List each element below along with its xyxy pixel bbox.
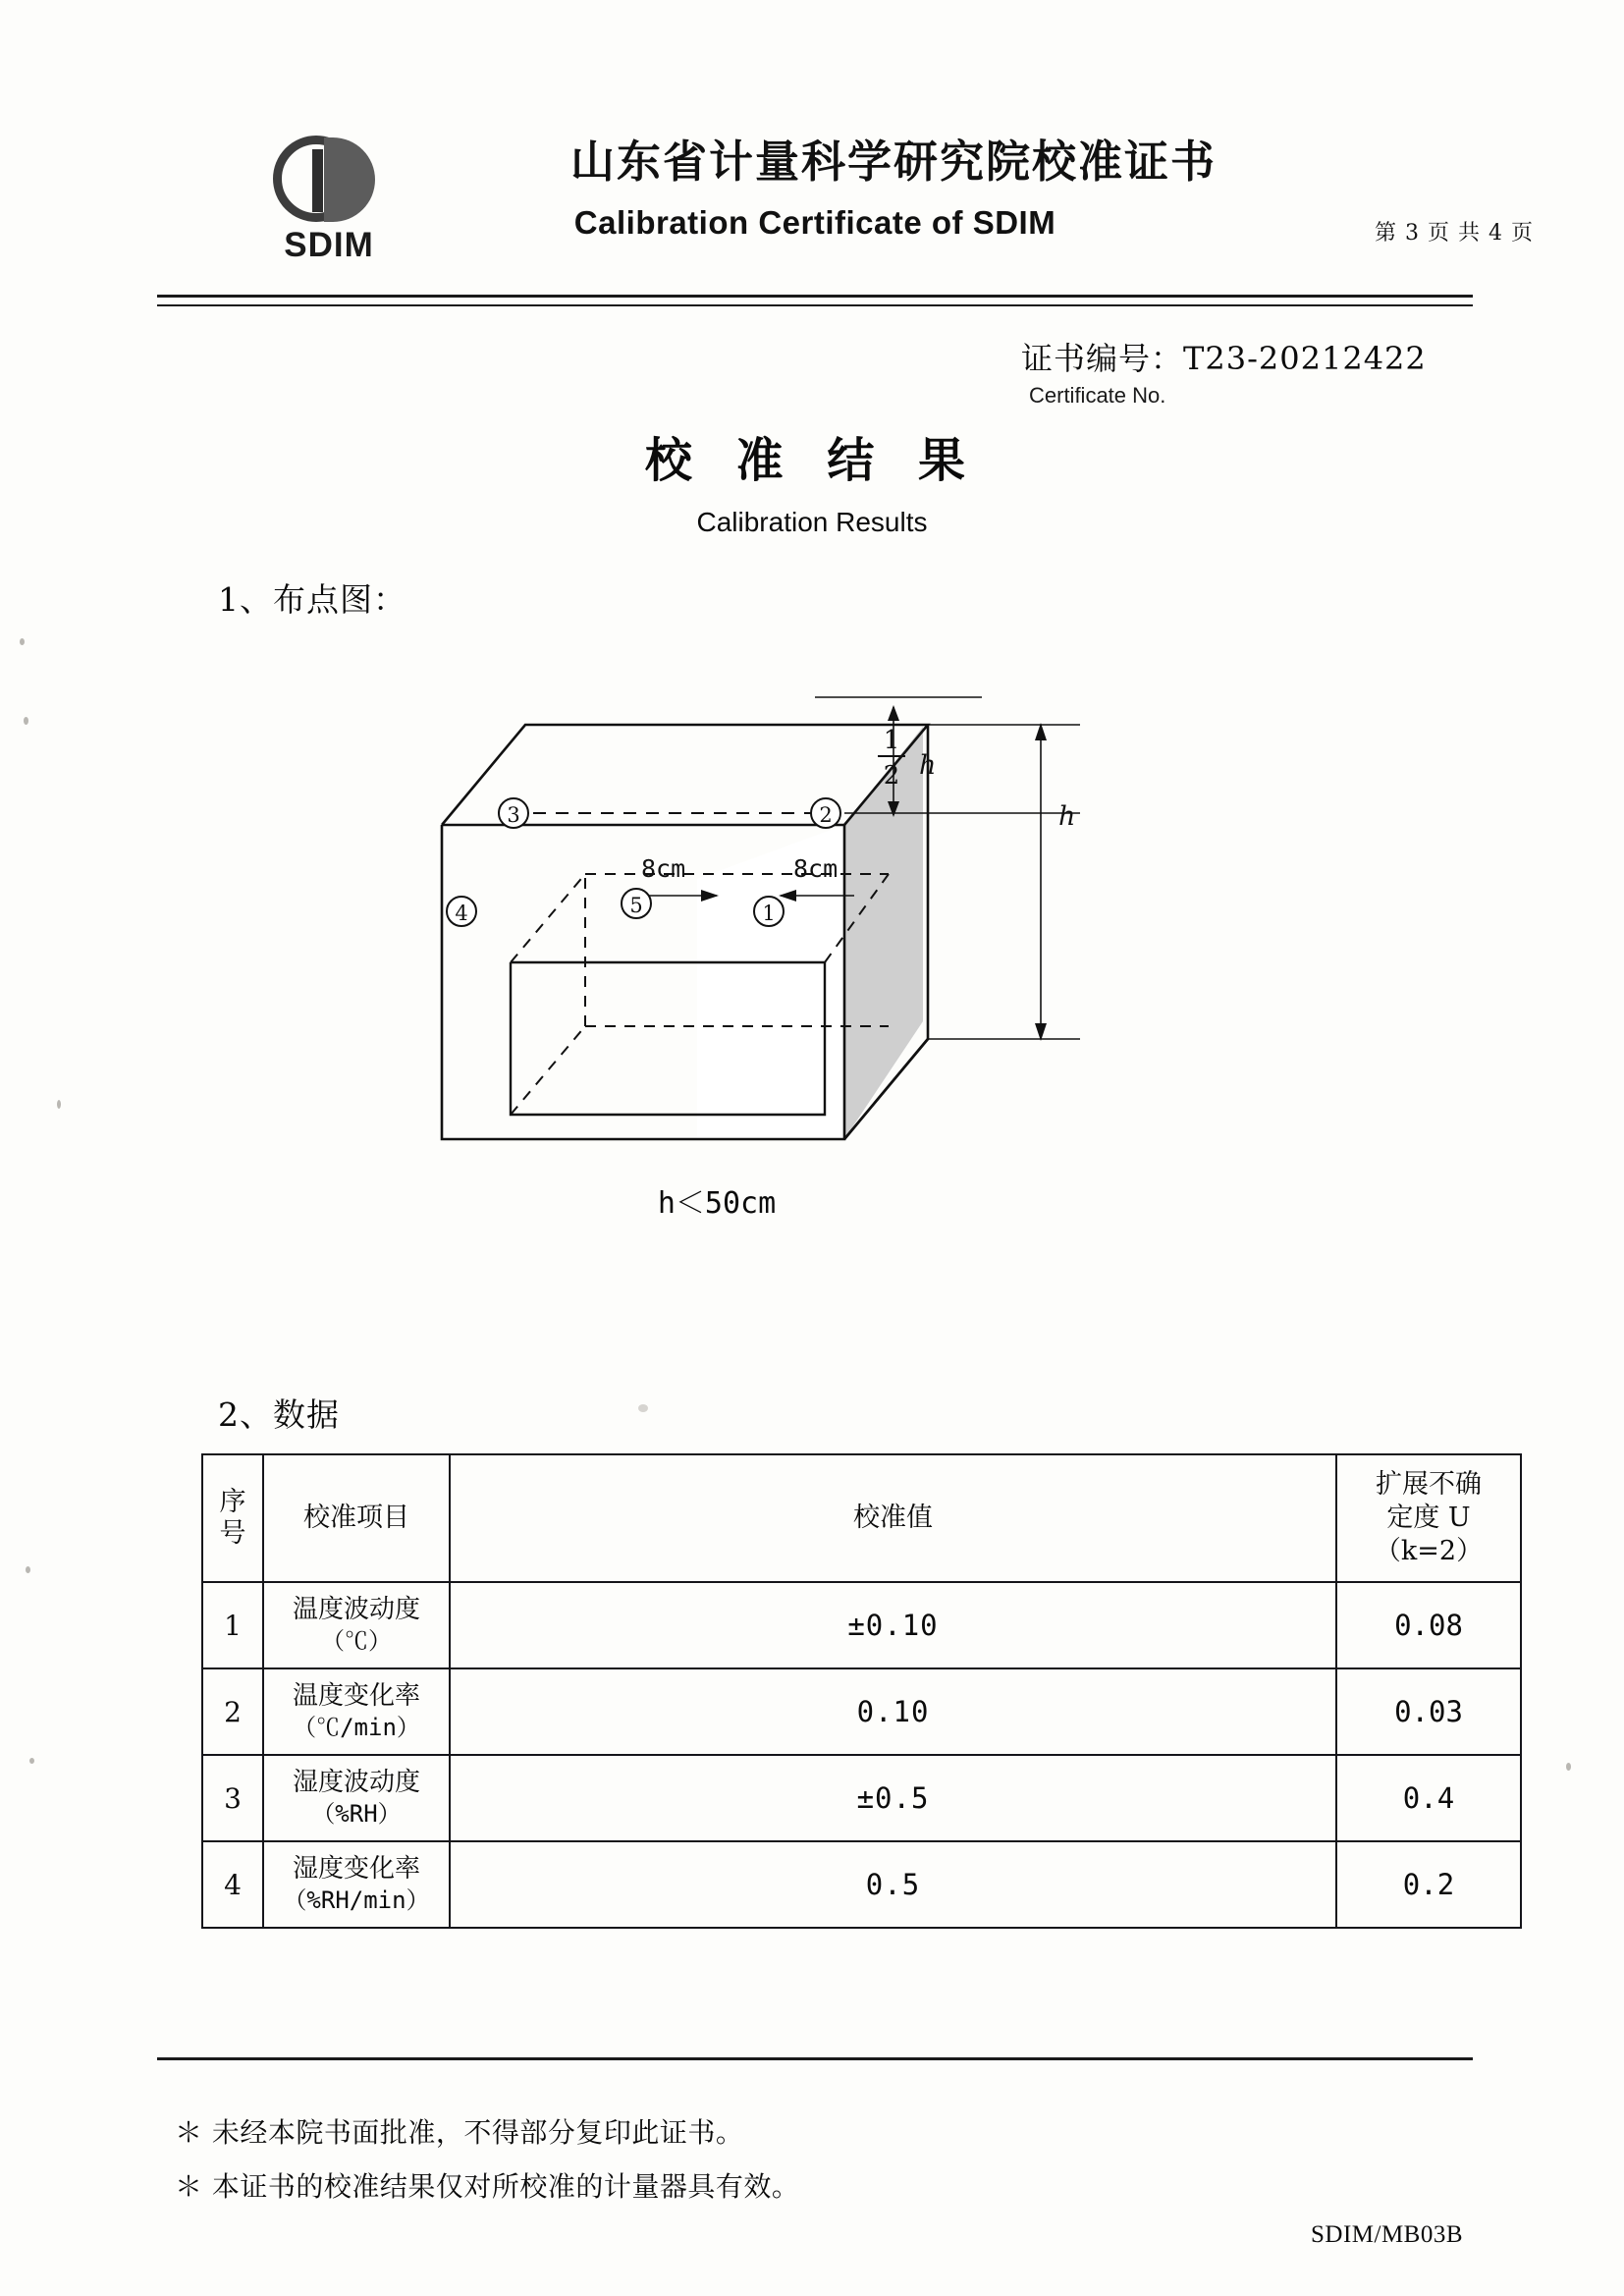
svg-text:h: h <box>919 750 937 781</box>
svg-text:8cm: 8cm <box>793 854 839 883</box>
header-uncertainty-line3: （k=2） <box>1374 1535 1484 1566</box>
row-index: 4 <box>202 1841 263 1928</box>
row-item-unit: （℃） <box>321 1627 392 1656</box>
row-item-name: 温度变化率 <box>292 1681 420 1711</box>
calibration-results-table <box>201 1453 1522 1929</box>
footer-note-2: ＊ 本证书的校准结果仅对所校准的计量器具有效。 <box>175 2170 800 2203</box>
row-index: 2 <box>202 1668 263 1755</box>
document-code: SDIM/MB03B <box>1311 2221 1464 2248</box>
section-1-heading: 1、布点图： <box>218 580 406 619</box>
certificate-number-label-en: Certificate No. <box>1029 383 1166 408</box>
row-item <box>263 1841 450 1928</box>
table-row <box>202 1755 1521 1841</box>
row-uncertainty: 0.2 <box>1336 1841 1521 1928</box>
row-value: ±0.10 <box>450 1582 1336 1668</box>
scan-speck <box>20 638 25 645</box>
table-row <box>202 1668 1521 1755</box>
svg-text:2: 2 <box>883 761 900 791</box>
row-item-unit: （%RH） <box>311 1800 402 1829</box>
svg-text:2: 2 <box>819 803 833 827</box>
svg-text:8cm: 8cm <box>641 854 686 883</box>
table-row <box>202 1841 1521 1928</box>
svg-text:1: 1 <box>762 902 776 925</box>
document-header <box>157 118 1534 295</box>
svg-text:3: 3 <box>507 803 520 827</box>
certificate-title-cn: 山东省计量科学研究院校准证书 <box>569 136 1217 188</box>
results-title-en: Calibration Results <box>696 507 928 537</box>
page-number-label: 第 3 页 共 4 页 <box>1375 221 1534 246</box>
svg-text:h: h <box>1058 801 1076 832</box>
header-item: 校准项目 <box>263 1454 450 1582</box>
row-index: 1 <box>202 1582 263 1668</box>
row-item <box>263 1668 450 1755</box>
row-item <box>263 1582 450 1668</box>
header-uncertainty-line1: 扩展不确 <box>1376 1469 1482 1501</box>
header-uncertainty-line2: 定度 U <box>1386 1503 1471 1534</box>
certificate-number-value: T23-20212422 <box>1183 340 1427 377</box>
header-divider <box>157 295 1473 306</box>
row-index: 3 <box>202 1755 263 1841</box>
certificate-title-en: Calibration Certificate of SDIM <box>573 204 1056 241</box>
row-item-unit: （%RH/min） <box>283 1886 430 1915</box>
row-uncertainty: 0.4 <box>1336 1755 1521 1841</box>
svg-text:5: 5 <box>629 894 643 917</box>
row-value: 0.5 <box>450 1841 1336 1928</box>
row-item-name: 湿度变化率 <box>292 1854 420 1884</box>
table-header-row <box>202 1454 1521 1582</box>
sdim-logo-mark-icon <box>273 136 383 226</box>
svg-text:4: 4 <box>455 902 468 925</box>
footer-note-1: ＊ 未经本院书面批准，不得部分复印此证书。 <box>175 2116 744 2149</box>
header-index: 序 号 <box>202 1454 263 1582</box>
row-item-unit: （℃/min） <box>293 1714 420 1742</box>
svg-text:1: 1 <box>883 726 900 755</box>
table-row <box>202 1582 1521 1668</box>
row-item <box>263 1755 450 1841</box>
footer-divider <box>157 2057 1473 2060</box>
scan-speck <box>1566 1763 1571 1771</box>
row-uncertainty: 0.03 <box>1336 1668 1521 1755</box>
certificate-number-label: 证书编号： <box>1021 340 1184 377</box>
section-2-heading: 2、数据 <box>218 1395 340 1434</box>
scan-speck <box>638 1404 648 1412</box>
scan-speck <box>24 717 28 725</box>
header-uncertainty <box>1336 1454 1521 1582</box>
results-title-cn: 校 准 结 果 <box>644 433 980 488</box>
diagram-caption: h＜50cm <box>657 1186 777 1221</box>
chamber-diagram-svg <box>393 668 1276 1257</box>
row-item-name: 湿度波动度 <box>292 1768 420 1797</box>
scan-speck <box>26 1566 30 1573</box>
row-value: 0.10 <box>450 1668 1336 1755</box>
row-uncertainty: 0.08 <box>1336 1582 1521 1668</box>
sdim-logo-text: SDIM <box>284 226 374 264</box>
row-item-name: 温度波动度 <box>292 1595 420 1624</box>
row-value: ±0.5 <box>450 1755 1336 1841</box>
certificate-number <box>1021 334 1427 379</box>
scan-speck <box>57 1100 61 1109</box>
scan-speck <box>29 1758 34 1764</box>
sdim-logo <box>245 136 412 263</box>
header-value: 校准值 <box>450 1454 1336 1582</box>
measurement-point-diagram <box>393 668 1276 1257</box>
